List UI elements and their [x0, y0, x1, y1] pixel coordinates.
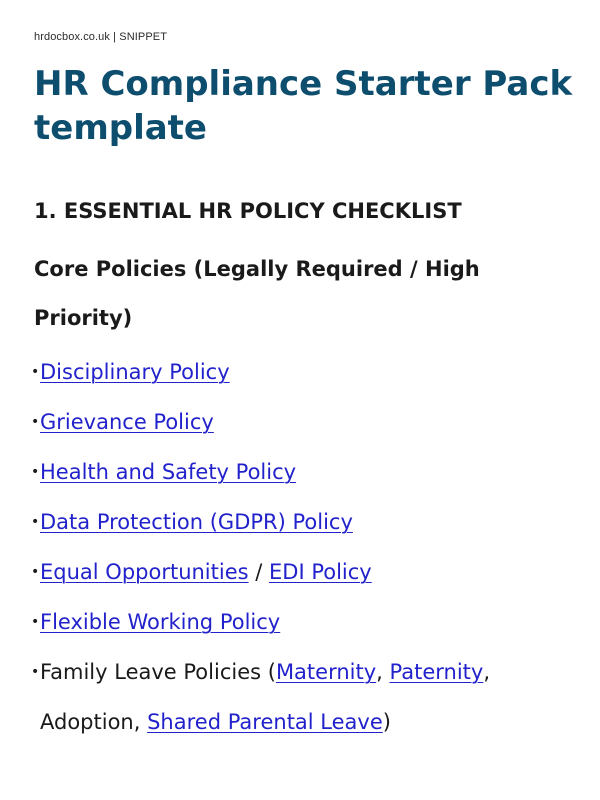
data-protection-policy-link[interactable]: Data Protection (GDPR) Policy	[40, 510, 353, 534]
paternity-link[interactable]: Paternity	[389, 660, 484, 684]
list-item-text	[40, 597, 540, 647]
list-item-text	[40, 447, 540, 497]
page-title: HR Compliance Starter Pack template	[34, 64, 573, 148]
flexible-working-policy-link[interactable]: Flexible Working Policy	[40, 610, 281, 634]
maternity-link[interactable]: Maternity	[275, 660, 377, 684]
edi-policy-link[interactable]: EDI Policy	[269, 560, 372, 584]
equal-opportunities-link[interactable]: Equal Opportunities	[40, 560, 249, 584]
bullet-icon: •	[31, 614, 40, 630]
health-safety-policy-link[interactable]: Health and Safety Policy	[40, 460, 297, 484]
bullet-icon: •	[31, 564, 40, 580]
list-item-text	[40, 547, 540, 597]
list-item-text	[40, 397, 540, 447]
disciplinary-policy-link[interactable]: Disciplinary Policy	[40, 360, 230, 384]
list-item	[31, 547, 574, 597]
policy-list	[31, 347, 574, 747]
bullet-icon: •	[31, 364, 40, 380]
shared-parental-leave-link[interactable]: Shared Parental Leave	[147, 710, 383, 734]
family-leave-prefix: Family Leave Policies (	[40, 660, 276, 684]
bullet-icon: •	[31, 464, 40, 480]
grievance-policy-link[interactable]: Grievance Policy	[40, 410, 214, 434]
list-item	[31, 347, 574, 397]
bullet-icon: •	[31, 414, 40, 430]
list-item	[31, 597, 574, 647]
closing-paren: )	[382, 710, 391, 734]
section-heading: 1. ESSENTIAL HR POLICY CHECKLIST	[34, 199, 462, 223]
list-item	[31, 397, 574, 447]
separator-text: /	[248, 560, 270, 584]
comma-separator: ,	[376, 660, 390, 684]
list-item-text	[40, 497, 540, 547]
source-label: hrdocbox.co.uk | SNIPPET	[34, 31, 168, 43]
list-item-text	[40, 347, 540, 397]
bullet-icon: •	[31, 664, 40, 680]
adoption-text: , Adoption,	[40, 660, 491, 734]
list-item-text	[40, 647, 540, 747]
list-item	[31, 647, 574, 747]
sub-heading: Core Policies (Legally Required / High Priority)	[34, 257, 480, 330]
list-item	[31, 497, 574, 547]
bullet-icon: •	[31, 514, 40, 530]
list-item	[31, 447, 574, 497]
